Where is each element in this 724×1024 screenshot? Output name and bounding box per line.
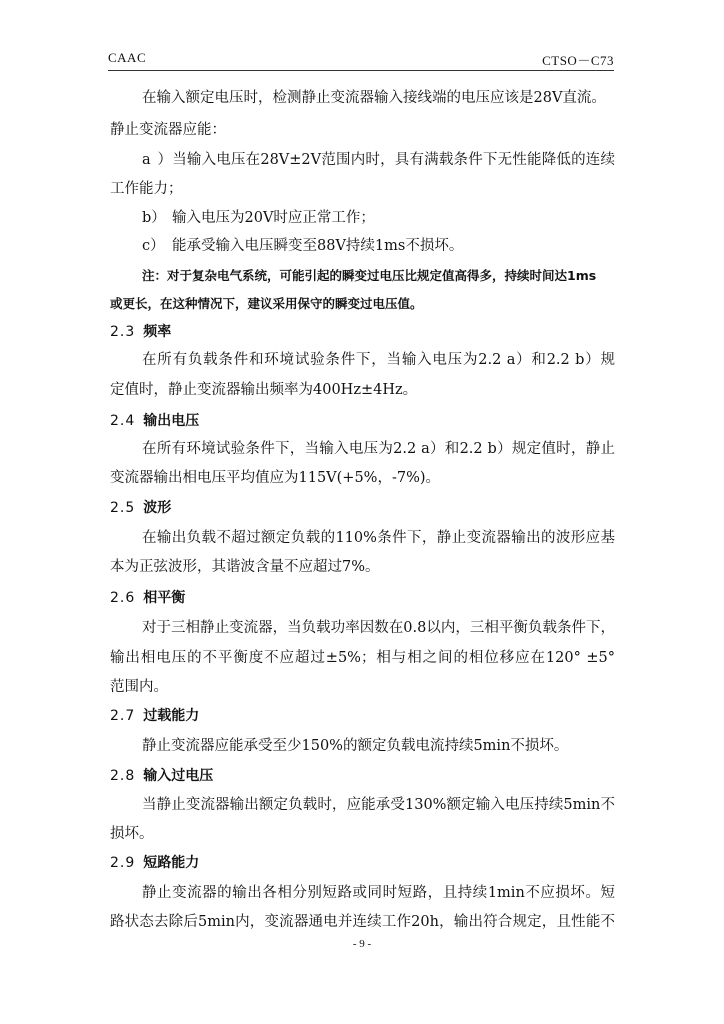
item-a-line-2: 工作能力；: [110, 181, 183, 197]
section-2-6-title: 相平衡: [143, 590, 186, 606]
section-2-8-title: 输入过电压: [143, 768, 214, 784]
page-number: - 9 -: [352, 938, 372, 950]
section-2-3-line-2: 定值时，静止变流器输出频率为400Hz±4Hz。: [110, 382, 418, 398]
section-2-5-title: 波形: [143, 500, 172, 516]
section-2-6-line-2: 输出相电压的不平衡度不应超过±5%；相与相之间的相位移应在120° ±5°: [110, 650, 615, 666]
section-2-9-line-1: 静止变流器的输出各相分别短路或同时短路，且持续1min不应损坏。短: [142, 885, 615, 901]
item-c-text: 能承受输入电压瞬变至88V持续1ms不损坏。: [172, 238, 464, 254]
intro-line-1: 在输入额定电压时，检测静止变流器输入接线端的电压应该是28V直流。: [142, 90, 606, 106]
section-2-6-line-1: 对于三相静止变流器，当负载功率因数在0.8以内，三相平衡负载条件下，: [142, 620, 615, 636]
item-c-label: c）: [142, 238, 165, 254]
section-2-7-title: 过载能力: [143, 708, 200, 724]
item-c: [142, 236, 615, 256]
section-2-8-heading: [110, 766, 615, 786]
item-b-text: 输入电压为20V时应正常工作；: [172, 210, 375, 226]
section-2-9-line-2: 路状态去除后5min内，变流器通电并连续工作20h，输出符合规定，且性能不: [110, 914, 615, 930]
section-2-8-line-1: 当静止变流器输出额定负载时，应能承受130%额定输入电压持续5min不: [142, 797, 615, 813]
section-2-9-heading: [110, 853, 615, 873]
header-left: CAAC: [108, 50, 147, 65]
section-2-5-line-2: 本为正弦波形，其谐波含量不应超过7%。: [110, 559, 380, 575]
section-2-3-heading: [110, 322, 615, 342]
note-line-2: 或更长，在这种情况下，建议采用保守的瞬变过电压值。: [110, 296, 423, 311]
section-2-7-number: 2.7: [110, 708, 136, 724]
section-2-5-heading: [110, 498, 615, 518]
note-line-1: 注：对于复杂电气系统，可能引起的瞬变过电压比规定值高得多，持续时间达1ms: [142, 268, 597, 283]
section-2-4-title: 输出电压: [143, 413, 200, 429]
section-2-8-number: 2.8: [110, 768, 136, 784]
section-2-6-line-3: 范围内。: [110, 679, 168, 695]
section-2-3-number: 2.3: [110, 324, 136, 340]
section-2-4-heading: [110, 411, 615, 431]
section-2-4-number: 2.4: [110, 413, 136, 429]
item-a-text: 当输入电压在28V±2V范围内时，具有满载条件下无性能降低的连续: [172, 152, 615, 168]
header-right: CTSO－C73: [542, 53, 614, 68]
section-2-4-line-2: 变流器输出相电压平均值应为115V(+5%，-7%)。: [110, 470, 441, 486]
section-2-6-heading: [110, 588, 615, 608]
item-b-label: b）: [142, 210, 166, 226]
section-2-3-line-1: 在所有负载条件和环境试验条件下，当输入电压为2.2 a）和2.2 b）规: [142, 352, 615, 368]
item-a-line-1: [142, 150, 615, 170]
section-2-5-number: 2.5: [110, 500, 136, 516]
section-2-4-line-1: 在所有环境试验条件下，当输入电压为2.2 a）和2.2 b）规定值时，静止: [142, 441, 615, 457]
section-2-5-line-1: 在输出负载不超过额定负载的110%条件下，静止变流器输出的波形应基: [142, 530, 615, 546]
header-rule: [108, 70, 614, 71]
section-2-7-line-1: 静止变流器应能承受至少150%的额定负载电流持续5min不损坏。: [142, 738, 569, 754]
section-2-8-line-2: 损坏。: [110, 826, 154, 842]
item-a-label: a）: [142, 152, 172, 168]
section-2-9-number: 2.9: [110, 855, 136, 871]
item-b: [142, 208, 615, 228]
section-2-6-number: 2.6: [110, 590, 136, 606]
section-2-7-heading: [110, 706, 615, 726]
section-2-3-title: 频率: [143, 324, 172, 340]
intro-line-2: 静止变流器应能：: [110, 122, 226, 138]
section-2-9-title: 短路能力: [143, 855, 200, 871]
